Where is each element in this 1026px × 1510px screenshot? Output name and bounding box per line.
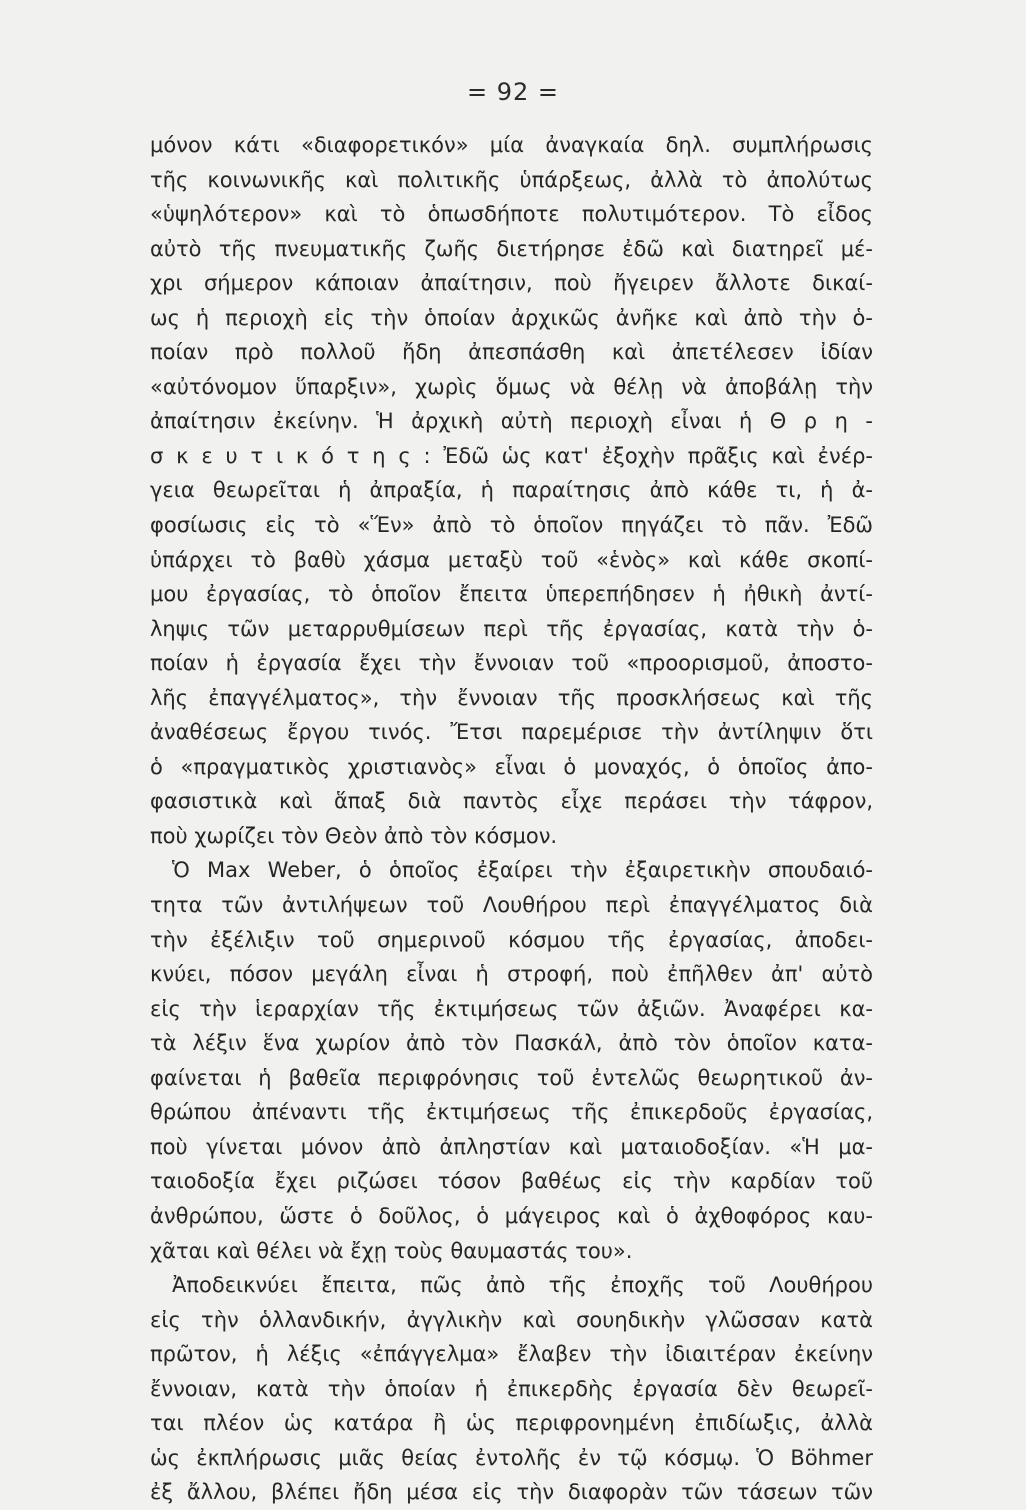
- text-line: τὴν ἐξέλιξιν τοῦ σημερινοῦ κόσμου τῆς ἐργασίας, ἀποδει-: [150, 927, 873, 952]
- text-line: μόνον κάτι «διαφορετικόν» μία ἀναγκαία δηλ. συμπλήρωσις: [150, 133, 873, 157]
- text-line: τητα τῶν ἀντιλήψεων τοῦ Λουθήρου περὶ ἐπαγγέλματος διὰ: [150, 893, 873, 918]
- text-line: φοσίωσις εἰς τὸ «Ἕν» ἀπὸ τὸ ὁποῖον πηγάζει τὸ πᾶν. Ἐδῶ: [150, 513, 873, 538]
- text-line: ως ἡ περιοχὴ εἰς τὴν ὁποίαν ἀρχικῶς ἀνῆκε καὶ ἀπὸ τὴν ὁ-: [150, 305, 873, 330]
- text-line: «αὐτόνομον ὕπαρξιν», χωρὶς ὅμως νὰ θέλῃ νὰ ἀποβάλῃ τὴν: [150, 374, 873, 399]
- text-line: χᾶται καὶ θέλει νὰ ἔχῃ τοὺς θαυμαστάς του».: [150, 1238, 633, 1263]
- text-line: ποὺ χωρίζει τὸν Θεὸν ἀπὸ τὸν κόσμον.: [150, 823, 558, 848]
- text-line: ἀπαίτησιν ἐκείνην. Ἡ ἀρχικὴ αὐτὴ περιοχὴ εἶναι ἡ Θ ρ η -: [150, 409, 873, 434]
- text-line: ποὺ γίνεται μόνον ἀπὸ ἀπληστίαν καὶ ματαιοδοξίαν. «Ἡ μα-: [150, 1134, 873, 1159]
- text-line: κνύει, πόσον μεγάλη εἶναι ἡ στροφή, ποὺ ἐπῆλθεν ἀπ' αὐτὸ: [150, 962, 873, 987]
- text-line: ποίαν ἡ ἐργασία ἔχει τὴν ἔννοιαν τοῦ «προορισμοῦ, ἀποστο-: [150, 651, 873, 676]
- text-line: ται πλέον ὡς κατάρα ἢ ὡς περιφρονημένη ἐπιδίωξις, ἀλλὰ: [150, 1411, 873, 1436]
- text-line: ταιοδοξία ἔχει ριζώσει τόσον βαθέως εἰς τὴν καρδίαν τοῦ: [150, 1169, 873, 1194]
- text-line: γεια θεωρεῖται ἡ ἀπραξία, ἡ παραίτησις ἀπὸ κάθε τι, ἡ ἀ-: [150, 478, 873, 503]
- text-line: ἔννοιαν, κατὰ τὴν ὁποίαν ἡ ἐπικερδὴς ἐργασία δὲν θεωρεῖ-: [150, 1376, 873, 1401]
- text-line: ὁ «πραγματικὸς χριστιανὸς» εἶναι ὁ μοναχός, ὁ ὁποῖος ἀπο-: [150, 754, 873, 779]
- text-line: ληψις τῶν μεταρρυθμίσεων περὶ τῆς ἐργασίας, κατὰ τὴν ὁ-: [150, 616, 873, 641]
- text-line: αὐτὸ τῆς πνευματικῆς ζωῆς διετήρησε ἐδῶ καὶ διατηρεῖ μέ-: [150, 236, 873, 261]
- text-line: εἰς τὴν ὁλλανδικήν, ἀγγλικὴν καὶ σουηδικὴν γλῶσσαν κατὰ: [150, 1307, 873, 1332]
- text-line: τὰ λέξιν ἕνα χωρίον ἀπὸ τὸν Πασκάλ, ἀπὸ τὸν ὁποῖον κατα-: [150, 1031, 873, 1056]
- text-line: Ὁ Max Weber, ὁ ὁποῖος ἐξαίρει τὴν ἐξαιρετικὴν σπουδαιό-: [172, 858, 873, 883]
- text-line: ἀναθέσεως ἔργου τινός. Ἔτσι παρεμέρισε τὴν ἀντίληψιν ὅτι: [150, 720, 873, 745]
- body-text: [150, 128, 873, 1510]
- text-line: θρώπου ἀπέναντι τῆς ἐκτιμήσεως τῆς ἐπικερδοῦς ἐργασίας,: [150, 1100, 873, 1125]
- text-line: φασιστικὰ καὶ ἅπαξ διὰ παντὸς εἶχε περάσει τὴν τάφρον,: [150, 789, 873, 814]
- text-line: Ἀποδεικνύει ἔπειτα, πῶς ἀπὸ τῆς ἐποχῆς τοῦ Λουθήρου: [172, 1273, 873, 1298]
- text-line: ἀνθρώπου, ὥστε ὁ δοῦλος, ὁ μάγειρος καὶ ὁ ἀχθοφόρος καυ-: [150, 1203, 873, 1228]
- text-line: «ὑψηλότερον» καὶ τὸ ὁπωσδήποτε πολυτιμότερον. Τὸ εἶδος: [150, 202, 873, 227]
- text-line: φαίνεται ἡ βαθεῖα περιφρόνησις τοῦ ἐντελῶς θεωρητικοῦ ἀν-: [150, 1065, 873, 1090]
- text-line: ὑπάρχει τὸ βαθὺ χάσμα μεταξὺ τοῦ «ἑνὸς» καὶ κάθε σκοπί-: [150, 547, 873, 572]
- text-line: τῆς κοινωνικῆς καὶ πολιτικῆς ὑπάρξεως, ἀλλὰ τὸ ἀπολύτως: [150, 167, 873, 192]
- text-line: σ κ ε υ τ ι κ ό τ η ς : Ἐδῶ ὡς κατ' ἐξοχὴν πρᾶξις καὶ ἐνέρ-: [150, 443, 873, 468]
- text-line: ἐξ ἄλλου, βλέπει ἤδη μέσα εἰς τὴν διαφορὰν τῶν τάσεων τῶν: [150, 1480, 873, 1505]
- text-line: ὡς ἐκπλήρωσις μιᾶς θείας ἐντολῆς ἐν τῷ κόσμῳ. Ὁ Böhmer: [150, 1445, 873, 1470]
- text-line: μου ἐργασίας, τὸ ὁποῖον ἔπειτα ὑπερεπήδησεν ἡ ἠθικὴ ἀντί-: [150, 582, 873, 607]
- page-number: = 92 =: [466, 78, 559, 106]
- text-line: λῆς ἐπαγγέλματος», τὴν ἔννοιαν τῆς προσκλήσεως καὶ τῆς: [150, 685, 873, 710]
- text-line: ποίαν πρὸ πολλοῦ ἤδη ἀπεσπάσθη καὶ ἀπετέλεσεν ἰδίαν: [150, 340, 873, 365]
- text-line: πρῶτον, ἡ λέξις «ἐπάγγελμα» ἔλαβεν τὴν ἰδιαιτέραν ἐκείνην: [150, 1342, 873, 1367]
- text-line: χρι σήμερον κάποιαν ἀπαίτησιν, ποὺ ἤγειρεν ἄλλοτε δικαί-: [150, 271, 873, 296]
- text-line: εἰς τὴν ἱεραρχίαν τῆς ἐκτιμήσεως τῶν ἀξιῶν. Ἀναφέρει κα-: [150, 996, 873, 1021]
